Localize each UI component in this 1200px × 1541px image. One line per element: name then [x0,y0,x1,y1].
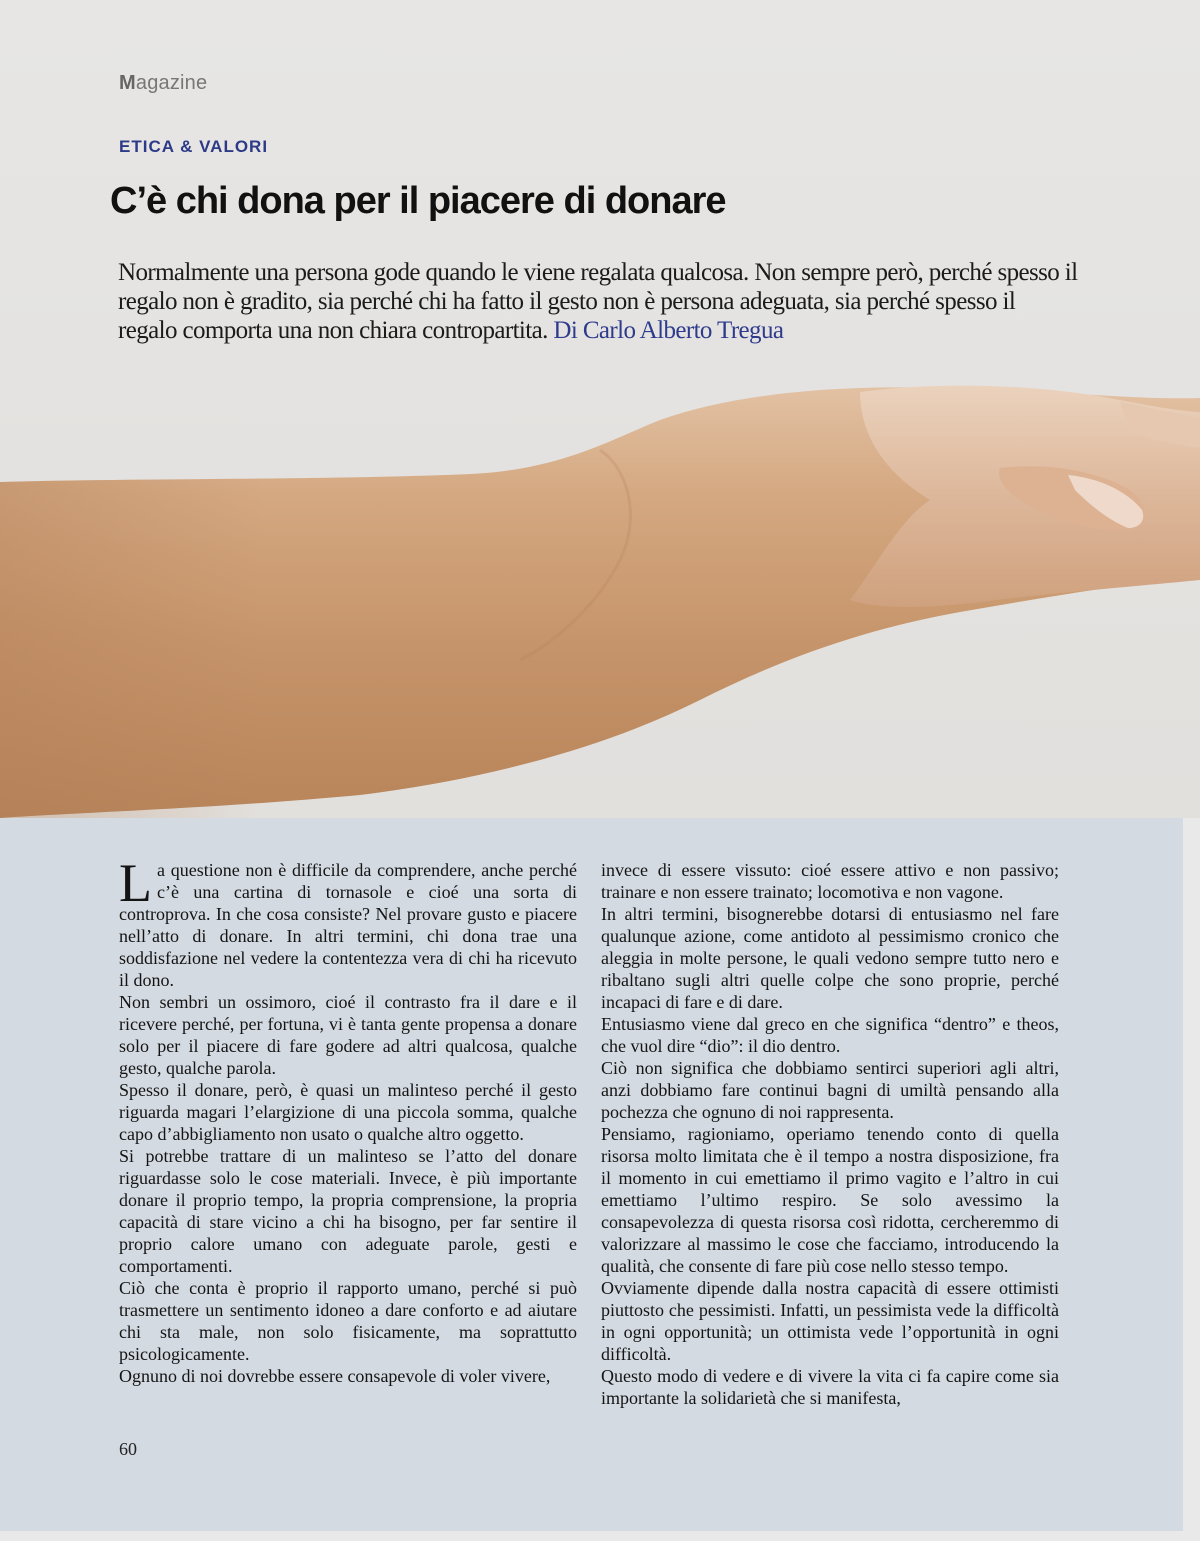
category-kicker: ETICA & VALORI [119,137,269,156]
paragraph: Ciò non significa che dobbiamo sentirci superiori agli altri, anzi dobbiamo fare continui bagni di umiltà pensando alla pochezza che ognuno di noi rappresenta. [601,1058,1059,1122]
article-column-left [119,853,577,1387]
author-byline: Di Carlo Alberto Tregua [553,317,784,344]
paragraph: Ciò che conta è proprio il rapporto umano, perché si può trasmettere un sentimento idoneo a dare conforto e ad aiutare chi sta male, non solo fisicamente, ma soprattutto psicologicamente. [119,1278,577,1364]
paragraph [119,853,577,991]
paragraph-text: a questione non è difficile da comprendere, anche perché c’è una cartina di tornasole e cioé una sorta di controprova. In che cosa consiste? Nel provare gusto e piacere nell’atto di donare. In altri termini, chi dona trae una soddisfazione nel vedere la contentezza vera di chi ha ricevuto il dono. [119,860,577,990]
article-column-right [601,859,1059,1409]
section-label-rest: agazine [135,72,208,94]
paragraph: Si potrebbe trattare di un malinteso se l’atto del donare riguardasse solo le cose materiali. Invece, è più importante donare il proprio tempo, la propria comprensione, la propria capacità di stare vicino a chi ha bisogno, per far sentire il proprio calore umano con adeguate parole, gesti e comportamenti. [119,1146,577,1276]
paragraph: Entusiasmo viene dal greco en che significa “dentro” e theos, che vuol dire “dio”: il dio dentro. [601,1014,1059,1056]
paragraph: invece di essere vissuto: cioé essere attivo e non passivo; trainare e non essere trainato; locomotiva e non vagone. [601,860,1059,902]
article-lead [118,258,1078,345]
drop-cap: L [119,853,152,913]
paragraph: Ognuno di noi dovrebbe essere consapevole di voler vivere, [119,1366,551,1386]
section-label-initial: M [119,72,136,94]
section-label [119,72,207,95]
paragraph: Spesso il donare, però, è quasi un malinteso perché il gesto riguarda magari l’elargizione di una piccola somma, qualche capo d’abbigliamento non usato o qualche altro oggetto. [119,1080,577,1144]
lead-text: Normalmente una persona gode quando le viene regalata qualcosa. Non sempre però, perché spesso il regalo non è gradito, sia perché chi ha fatto il gesto non è persona adeguata, sia perché spesso il regalo comporta una non chiara contropartita. [118,259,1078,344]
paragraph: Questo modo di vedere e di vivere la vita ci fa capire come sia importante la solidarietà che si manifesta, [601,1366,1059,1408]
article-title: C’è chi dona per il piacere di donare [110,180,726,222]
paragraph: Non sembri un ossimoro, cioé il contrasto fra il dare e il ricevere perché, per fortuna, vi è tanta gente propensa a donare solo per il piacere di fare godere ad altri qualcosa, qualche gesto, qualche parola. [119,992,577,1078]
paragraph: In altri termini, bisognerebbe dotarsi di entusiasmo nel fare qualunque azione, come antidoto al pessimismo cronico che aleggia in molte persone, le quali vedono sempre tutto nero e ribaltano sugli altri quelle colpe che sono proprie, perché incapaci di fare e di dare. [601,904,1059,1012]
paragraph: Ovviamente dipende dalla nostra capacità di essere ottimisti piuttosto che pessimisti. Infatti, un pessimista vede la difficoltà in ogni opportunità; un ottimista vede l’opportunità in ogni difficoltà. [601,1278,1059,1364]
paragraph: Pensiamo, ragioniamo, operiamo tenendo conto di quella risorsa molto limitata che è il tempo a nostra disposizione, fra il momento in cui emettiamo il primo vagito e l’altro in cui emettiamo l’ultimo respiro. Se solo avessimo la consapevolezza di questa risorsa così ridotta, cercheremmo di valorizzare al massimo le cose che facciamo, introducendo la qualità, che consente di fare più cose nello stesso tempo. [601,1124,1059,1276]
page-number: 60 [119,1439,137,1459]
